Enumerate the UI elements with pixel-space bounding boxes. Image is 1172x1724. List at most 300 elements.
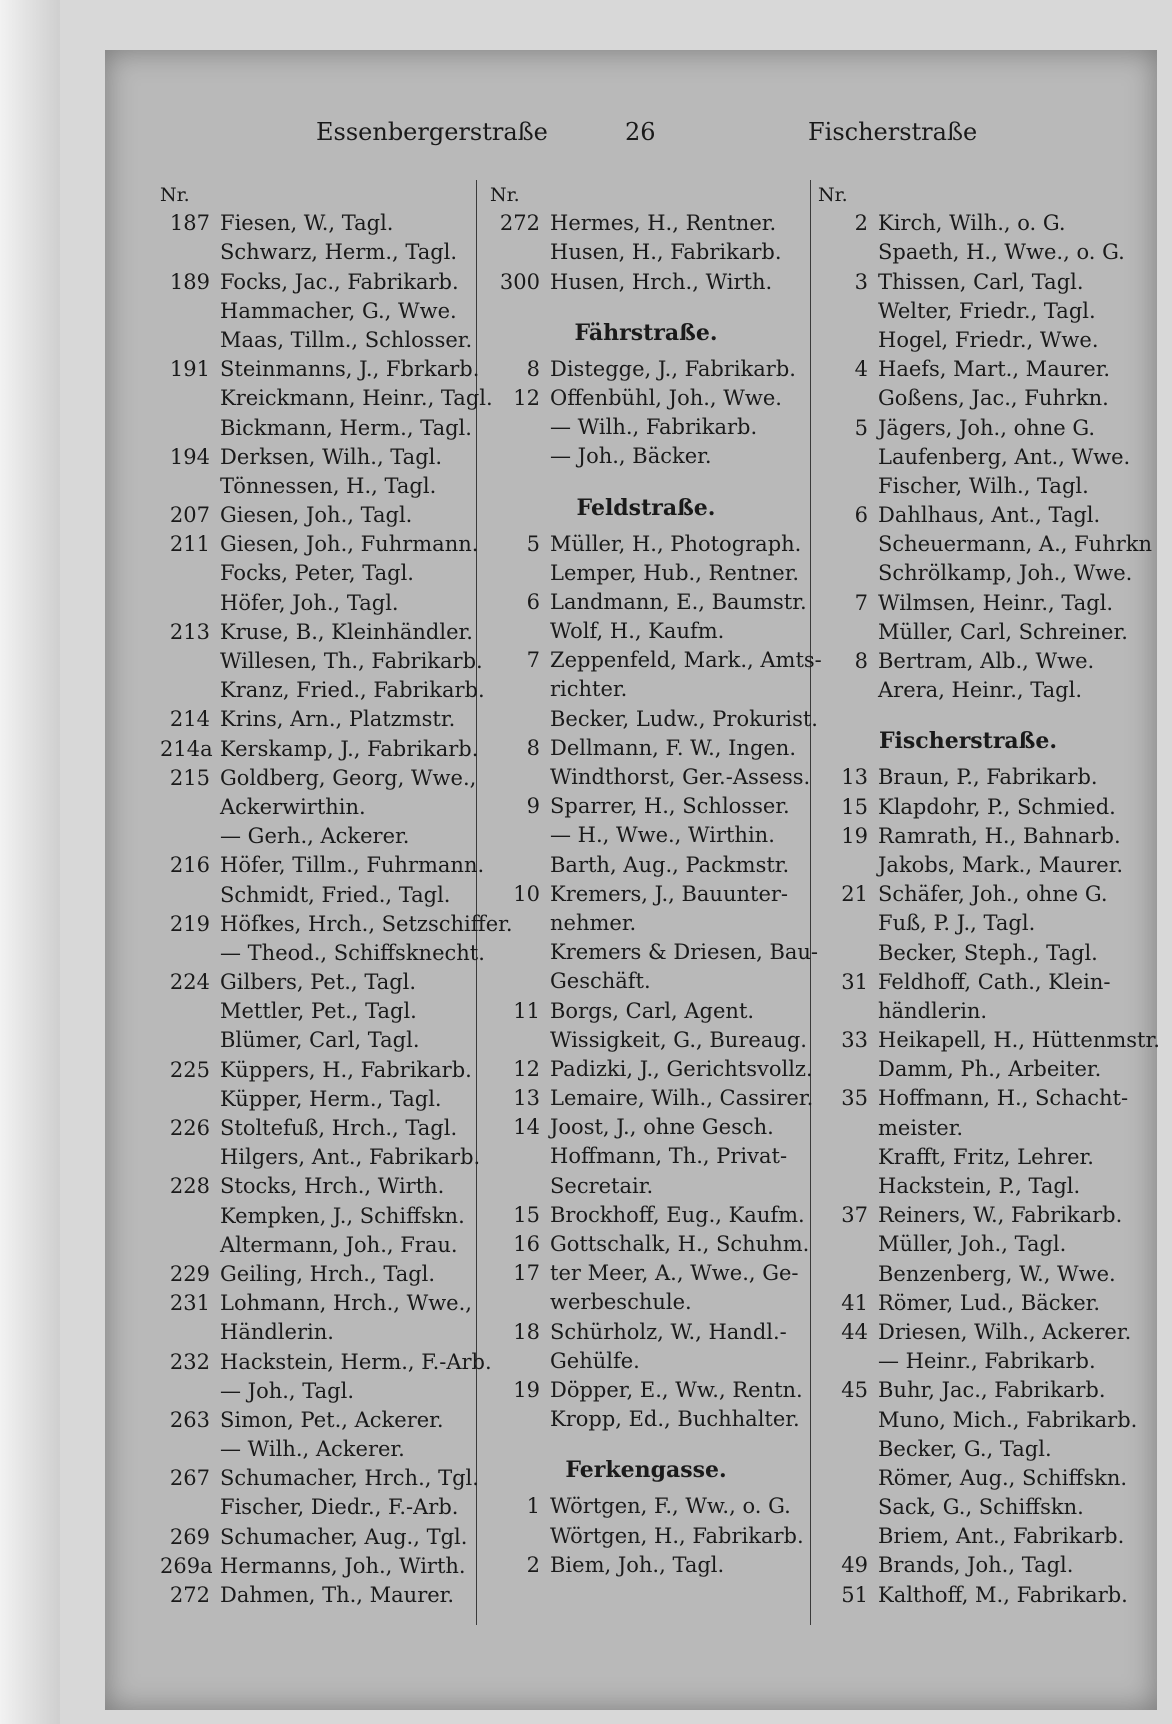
directory-entry	[818, 909, 1118, 938]
entry-continuation	[818, 1347, 1118, 1376]
column-number-label: Nr.	[818, 184, 848, 206]
resident-text: — Wilh., Ackerer.	[220, 1437, 405, 1462]
directory-entry	[160, 1143, 481, 1172]
directory-entry	[490, 268, 802, 297]
resident-text: Brands, Joh., Tagl.	[878, 1553, 1074, 1578]
entry-continuation	[490, 967, 802, 996]
column-divider	[810, 180, 811, 1625]
directory-entry	[160, 472, 478, 501]
resident-text: Wörtgen, H., Fabrikarb.	[550, 1523, 804, 1548]
house-number: 214	[169, 707, 210, 732]
house-number: 7	[854, 590, 868, 615]
directory-entry	[160, 1464, 478, 1493]
house-number: 211	[169, 532, 210, 557]
street-heading: Fischerstraße.	[878, 728, 1058, 755]
resident-text: Kempken, J., Schiffskn.	[220, 1203, 465, 1228]
resident-text: Hoffmann, H., Schacht-	[878, 1086, 1129, 1111]
resident-text: Müller, H., Photograph.	[550, 531, 802, 556]
resident-text: Secretair.	[550, 1173, 654, 1198]
resident-text: Ackerwirthin.	[220, 794, 366, 819]
house-number: 8	[526, 356, 540, 381]
house-number: 51	[841, 1582, 868, 1607]
resident-text: Kirch, Wilh., o. G.	[878, 211, 1066, 236]
resident-text: Arera, Heinr., Tagl.	[878, 678, 1083, 703]
house-number: 225	[169, 1057, 210, 1082]
directory-entry	[160, 1348, 492, 1377]
house-number: 19	[841, 823, 868, 848]
resident-text: Dahlhaus, Ant., Tagl.	[878, 503, 1101, 528]
entry-continuation	[490, 1172, 802, 1201]
directory-entry	[818, 618, 1128, 647]
entry-continuation	[160, 822, 478, 851]
resident-text: Döpper, E., Ww., Rentn.	[550, 1377, 803, 1402]
house-number: 49	[841, 1553, 868, 1578]
directory-entry	[160, 1026, 478, 1055]
resident-text: Heikapell, H., Hüttenmstr.	[878, 1028, 1160, 1053]
house-number: 16	[513, 1232, 540, 1256]
directory-entry	[490, 646, 822, 675]
directory-entry	[160, 647, 483, 676]
resident-text: Braun, P., Fabrikarb.	[878, 765, 1098, 790]
resident-text: Mettler, Pet., Tagl.	[220, 999, 417, 1024]
resident-text: Fuß, P. J., Tagl.	[878, 911, 1036, 936]
resident-text: Windthorst, Ger.-Assess.	[550, 765, 811, 789]
resident-text: Hogel, Friedr., Wwe.	[878, 327, 1099, 352]
directory-entry	[490, 384, 802, 413]
resident-text: Bertram, Alb., Wwe.	[878, 649, 1095, 673]
directory-entry	[490, 1026, 807, 1055]
entry-continuation	[490, 1347, 802, 1376]
resident-text: Wolf, H., Kaufm.	[550, 619, 725, 644]
directory-entry	[160, 1289, 478, 1318]
resident-text: Küppers, H., Fabrikarb.	[220, 1057, 472, 1082]
directory-entry	[160, 297, 478, 326]
directory-entry	[818, 1143, 1118, 1172]
directory-entry	[160, 443, 478, 472]
resident-text: Höfkes, Hrch., Setzschiffer.	[220, 911, 513, 936]
directory-entry	[160, 414, 478, 443]
house-number: 17	[513, 1261, 540, 1286]
resident-text: Becker, Steph., Tagl.	[878, 940, 1098, 965]
resident-text: Schürholz, W., Handl.-	[550, 1319, 787, 1344]
resident-text: Lemaire, Wilh., Cassirer.	[550, 1086, 814, 1111]
resident-text: Thissen, Carl, Tagl.	[878, 269, 1084, 294]
directory-entry	[160, 501, 478, 530]
house-number: 8	[526, 735, 540, 760]
resident-text: Distegge, J., Fabrikarb.	[550, 356, 796, 381]
resident-text: Feldhoff, Cath., Klein-	[878, 969, 1111, 994]
resident-text: Zeppenfeld, Mark., Amts-	[550, 648, 822, 673]
resident-text: Willesen, Th., Fabrikarb.	[220, 649, 483, 673]
resident-text: — Wilh., Fabrikarb.	[550, 415, 758, 440]
house-number: 231	[169, 1291, 210, 1316]
directory-entry	[818, 1406, 1138, 1435]
resident-text: Stoltefuß, Hrch., Tagl.	[220, 1116, 458, 1140]
directory-entry	[490, 705, 818, 734]
directory-entry	[818, 1464, 1128, 1493]
house-number: 232	[169, 1349, 210, 1374]
house-number: 189	[169, 269, 210, 294]
house-number: 191	[169, 357, 210, 382]
resident-text: Schmidt, Fried., Tagl.	[220, 882, 451, 907]
entry-continuation	[490, 442, 802, 471]
entry-continuation	[818, 1114, 1118, 1143]
directory-entry	[818, 530, 1153, 559]
directory-entry	[490, 1405, 802, 1434]
house-number: 15	[841, 794, 868, 819]
directory-entry	[160, 1085, 478, 1114]
resident-text: Kerskamp, J., Fabrikarb.	[220, 736, 479, 761]
header-left-street: Essenbergerstraße	[316, 118, 548, 146]
resident-text: Kranz, Fried., Fabrikarb.	[220, 678, 485, 703]
house-number: 5	[526, 531, 540, 556]
directory-entry	[490, 792, 802, 821]
entry-continuation	[490, 675, 802, 704]
entry-continuation	[160, 793, 478, 822]
house-number: 6	[526, 589, 540, 614]
resident-text: Müller, Joh., Tagl.	[878, 1232, 1067, 1257]
directory-entry	[818, 647, 1118, 676]
resident-text: Krins, Arn., Platzmstr.	[220, 707, 456, 732]
house-number: 300	[499, 269, 540, 294]
directory-column-1	[160, 180, 513, 1610]
directory-entry	[160, 355, 478, 384]
directory-entry	[818, 472, 1118, 501]
directory-entry	[160, 1260, 478, 1289]
house-number: 10	[513, 881, 540, 906]
house-number: 14	[513, 1115, 540, 1140]
resident-text: Hermes, H., Rentner.	[550, 211, 777, 236]
house-number: 272	[499, 211, 540, 236]
resident-text: Maas, Tillm., Schlosser.	[220, 327, 473, 352]
directory-entry	[818, 384, 1118, 413]
resident-text: Fischer, Diedr., F.-Arb.	[220, 1495, 459, 1520]
house-number: 219	[169, 911, 210, 936]
directory-entry	[160, 530, 478, 559]
directory-entry	[160, 589, 478, 618]
directory-entry	[160, 1231, 478, 1260]
house-number: 4	[854, 357, 868, 382]
directory-entry	[490, 617, 802, 646]
resident-text: Jakobs, Mark., Maurer.	[878, 852, 1124, 877]
house-number: 214a	[160, 736, 213, 761]
resident-text: Fischer, Wilh., Tagl.	[878, 473, 1089, 498]
resident-text: Briem, Ant., Fabrikarb.	[878, 1524, 1125, 1549]
directory-entry	[818, 1084, 1129, 1113]
resident-text: Hilgers, Ant., Fabrikarb.	[220, 1145, 481, 1170]
resident-text: Hoffmann, Th., Privat-	[550, 1144, 788, 1169]
resident-text: — Gerh., Ackerer.	[220, 824, 410, 849]
directory-entry	[818, 1201, 1123, 1230]
directory-entry	[818, 939, 1118, 968]
resident-text: Husen, H., Fabrikarb.	[550, 240, 782, 265]
directory-entry	[818, 676, 1118, 705]
directory-entry	[818, 238, 1125, 267]
resident-text: Höfer, Tillm., Fuhrmann.	[220, 853, 485, 878]
house-number: 6	[854, 503, 868, 528]
directory-entry	[818, 443, 1131, 472]
resident-text: Kremers, J., Bauunter-	[550, 881, 789, 906]
directory-entry	[818, 1260, 1118, 1289]
resident-text: Driesen, Wilh., Ackerer.	[878, 1319, 1132, 1344]
directory-entry	[818, 880, 1118, 909]
resident-text: Giesen, Joh., Tagl.	[220, 503, 413, 528]
directory-entry	[818, 1376, 1118, 1405]
directory-entry	[160, 384, 493, 413]
entry-continuation	[490, 413, 802, 442]
resident-text: Derksen, Wilh., Tagl.	[220, 444, 443, 469]
resident-text: Schumacher, Hrch., Tgl.	[220, 1466, 479, 1491]
column-number-label: Nr.	[160, 184, 190, 206]
directory-entry	[490, 1492, 802, 1521]
resident-text: Kreickmann, Heinr., Tagl.	[220, 386, 493, 411]
resident-text: Klapdohr, P., Schmied.	[878, 794, 1116, 819]
house-number: 224	[169, 970, 210, 995]
directory-entry	[490, 1551, 802, 1580]
directory-entry	[818, 968, 1118, 997]
resident-text: werbeschule.	[550, 1290, 692, 1315]
directory-entry	[490, 734, 802, 763]
directory-entry	[818, 414, 1118, 443]
directory-entry	[160, 1493, 478, 1522]
directory-entry	[818, 793, 1118, 822]
resident-text: Krafft, Fritz, Lehrer.	[878, 1144, 1094, 1169]
house-number: 8	[854, 649, 868, 673]
resident-text: Scheuermann, A., Fuhrkn	[878, 532, 1153, 557]
directory-entry	[490, 1376, 802, 1405]
directory-entry	[160, 676, 485, 705]
directory-entry	[490, 209, 802, 238]
resident-text: Römer, Aug., Schiffskn.	[878, 1465, 1128, 1490]
resident-text: Hackstein, Herm., F.-Arb.	[220, 1349, 492, 1374]
resident-text: Muno, Mich., Fabrikarb.	[878, 1407, 1138, 1432]
column-header	[160, 180, 478, 209]
page-header	[0, 118, 1172, 158]
resident-text: Sparrer, H., Schlosser.	[550, 794, 790, 819]
resident-text: Offenbühl, Joh., Wwe.	[550, 385, 782, 410]
street-heading: Ferkengasse.	[565, 1457, 727, 1484]
directory-entry	[818, 1289, 1118, 1318]
resident-text: Husen, Hrch., Wirth.	[550, 269, 773, 294]
house-number: 19	[513, 1377, 540, 1402]
house-number: 37	[841, 1203, 868, 1228]
house-number: 9	[526, 794, 540, 819]
directory-entry	[818, 1581, 1128, 1610]
house-number: 11	[513, 998, 540, 1023]
directory-entry	[160, 910, 513, 939]
book-edge	[0, 0, 60, 1724]
directory-entry	[818, 763, 1118, 792]
resident-text: Focks, Jac., Fabrikarb.	[220, 269, 459, 294]
resident-text: Altermann, Joh., Frau.	[220, 1232, 458, 1257]
directory-entry	[818, 326, 1118, 355]
entry-continuation	[160, 1318, 478, 1347]
resident-text: Schwarz, Herm., Tagl.	[220, 240, 458, 265]
resident-text: Welter, Friedr., Tagl.	[878, 298, 1096, 323]
directory-entry	[160, 1202, 478, 1231]
resident-text: Lemper, Hub., Rentner.	[550, 560, 800, 585]
directory-entry	[818, 589, 1118, 618]
house-number: 41	[841, 1290, 868, 1315]
directory-entry	[160, 1114, 478, 1143]
house-number: 31	[841, 969, 868, 994]
directory-entry	[160, 618, 478, 647]
directory-entry	[490, 763, 811, 792]
house-number: 13	[513, 1086, 540, 1111]
house-number: 194	[169, 444, 210, 469]
resident-text: Wilmsen, Heinr., Tagl.	[878, 590, 1114, 615]
resident-text: Becker, G., Tagl.	[878, 1436, 1052, 1461]
directory-entry	[818, 1230, 1118, 1259]
resident-text: Brockhoff, Eug., Kaufm.	[550, 1202, 805, 1227]
directory-entry	[490, 588, 807, 617]
house-number: 12	[513, 1056, 540, 1081]
resident-text: Landmann, E., Baumstr.	[550, 589, 807, 614]
resident-text: Bickmann, Herm., Tagl.	[220, 415, 472, 440]
resident-text: Hermanns, Joh., Wirth.	[220, 1553, 466, 1578]
directory-entry	[490, 559, 802, 588]
resident-text: Borgs, Carl, Agent.	[550, 998, 755, 1023]
resident-text: Spaeth, H., Wwe., o. G.	[878, 240, 1125, 265]
resident-text: Geiling, Hrch., Tagl.	[220, 1261, 436, 1286]
directory-entry	[818, 851, 1124, 880]
house-number: 213	[169, 619, 210, 644]
directory-entry	[160, 997, 478, 1026]
directory-entry	[818, 1522, 1125, 1551]
directory-entry	[160, 1406, 478, 1435]
directory-entry	[818, 1493, 1118, 1522]
house-number: 44	[841, 1319, 868, 1344]
resident-text: Simon, Pet., Ackerer.	[220, 1407, 444, 1432]
house-number: 15	[513, 1202, 540, 1227]
resident-text: Giesen, Joh., Fuhrmann.	[220, 532, 479, 557]
resident-text: Geschäft.	[550, 969, 651, 994]
house-number: 45	[841, 1378, 868, 1403]
house-number: 215	[169, 765, 210, 790]
directory-entry	[490, 355, 802, 384]
resident-text: Kropp, Ed., Buchhalter.	[550, 1407, 800, 1432]
directory-entry	[818, 501, 1118, 530]
resident-text: Ramrath, H., Bahnarb.	[878, 823, 1121, 848]
resident-text: Wissigkeit, G., Bureaug.	[550, 1027, 807, 1052]
house-number: 2	[854, 211, 868, 236]
resident-text: Focks, Peter, Tagl.	[220, 561, 414, 586]
resident-text: Schrölkamp, Joh., Wwe.	[878, 561, 1133, 586]
house-number: 272	[169, 1583, 210, 1607]
directory-entry	[160, 735, 478, 764]
house-number: 5	[854, 415, 868, 440]
house-number: 12	[513, 385, 540, 410]
house-number: 7	[526, 648, 540, 673]
resident-text: Lohmann, Hrch., Wwe.,	[220, 1291, 472, 1316]
resident-text: Kalthoff, M., Fabrikarb.	[878, 1582, 1128, 1607]
resident-text: — H., Wwe., Wirthin.	[550, 823, 775, 848]
directory-entry	[160, 238, 478, 267]
directory-entry	[160, 1552, 478, 1581]
entry-continuation	[818, 997, 1118, 1026]
resident-text: Padizki, J., Gerichtsvollz.	[550, 1056, 813, 1081]
resident-text: Stocks, Hrch., Wirth.	[220, 1174, 445, 1199]
directory-entry	[160, 1523, 478, 1552]
house-number: 3	[854, 269, 868, 294]
directory-entry	[490, 530, 802, 559]
directory-entry	[490, 1055, 813, 1084]
street-heading: Fährstraße.	[574, 319, 718, 346]
directory-entry	[160, 268, 478, 297]
resident-text: Hackstein, P., Tagl.	[878, 1174, 1081, 1198]
directory-entry	[490, 938, 819, 967]
directory-entry	[160, 326, 478, 355]
resident-text: ter Meer, A., Wwe., Ge-	[550, 1261, 799, 1286]
house-number: 33	[841, 1028, 868, 1053]
entry-continuation	[490, 909, 802, 938]
resident-text: Barth, Aug., Packmstr.	[550, 852, 790, 877]
resident-text: — Joh., Bäcker.	[550, 444, 712, 469]
resident-text: Reiners, W., Fabrikarb.	[878, 1203, 1123, 1228]
directory-entry	[160, 881, 478, 910]
directory-entry	[818, 822, 1121, 851]
entry-continuation	[160, 939, 485, 968]
resident-text: Goßens, Jac., Fuhrkn.	[878, 386, 1109, 411]
resident-text: Laufenberg, Ant., Wwe.	[878, 444, 1131, 469]
entry-continuation	[160, 1435, 478, 1464]
resident-text: Dellmann, F. W., Ingen.	[550, 735, 797, 760]
directory-entry	[160, 851, 485, 880]
directory-entry	[490, 851, 802, 880]
page-number: 26	[625, 118, 656, 146]
house-number: 228	[169, 1174, 210, 1199]
directory-entry	[490, 1142, 802, 1171]
resident-text: Jägers, Joh., ohne G.	[878, 415, 1096, 440]
directory-entry	[160, 209, 478, 238]
resident-text: Fiesen, W., Tagl.	[220, 211, 394, 236]
house-number: 187	[169, 211, 210, 236]
resident-text: Händlerin.	[220, 1320, 334, 1345]
resident-text: Benzenberg, W., Wwe.	[878, 1261, 1116, 1286]
resident-text: — Theod., Schiffsknecht.	[220, 940, 485, 965]
directory-entry	[818, 297, 1118, 326]
house-number: 207	[169, 503, 210, 528]
column-header	[818, 180, 1118, 209]
resident-text: Damm, Ph., Arbeiter.	[878, 1057, 1102, 1082]
resident-text: Gilbers, Pet., Tagl.	[220, 970, 417, 995]
resident-text: Steinmanns, J., Fbrkarb.	[220, 357, 480, 382]
resident-text: nehmer.	[550, 910, 637, 935]
resident-text: Wörtgen, F., Ww., o. G.	[550, 1494, 791, 1519]
house-number: 2	[526, 1552, 540, 1577]
resident-text: Tönnessen, H., Tagl.	[220, 473, 437, 498]
entry-continuation	[160, 1377, 478, 1406]
directory-entry	[490, 1113, 802, 1142]
header-right-street: Fischerstraße	[808, 118, 978, 146]
directory-entry	[490, 880, 802, 909]
directory-entry	[490, 238, 802, 267]
house-number: 267	[169, 1466, 210, 1491]
resident-text: Sack, G., Schiffskn.	[878, 1495, 1084, 1520]
resident-text: Dahmen, Th., Maurer.	[220, 1583, 455, 1607]
resident-text: Joost, J., ohne Gesch.	[550, 1115, 774, 1140]
house-number: 13	[841, 765, 868, 790]
house-number: 226	[169, 1116, 210, 1140]
resident-text: Buhr, Jac., Fabrikarb.	[878, 1378, 1106, 1403]
resident-text: Biem, Joh., Tagl.	[550, 1552, 725, 1577]
directory-entry	[490, 1084, 814, 1113]
resident-text: Höfer, Joh., Tagl.	[220, 590, 399, 615]
directory-entry	[490, 997, 802, 1026]
directory-entry	[490, 1522, 802, 1551]
directory-entry	[818, 1318, 1132, 1347]
street-heading: Feldstraße.	[576, 494, 716, 521]
